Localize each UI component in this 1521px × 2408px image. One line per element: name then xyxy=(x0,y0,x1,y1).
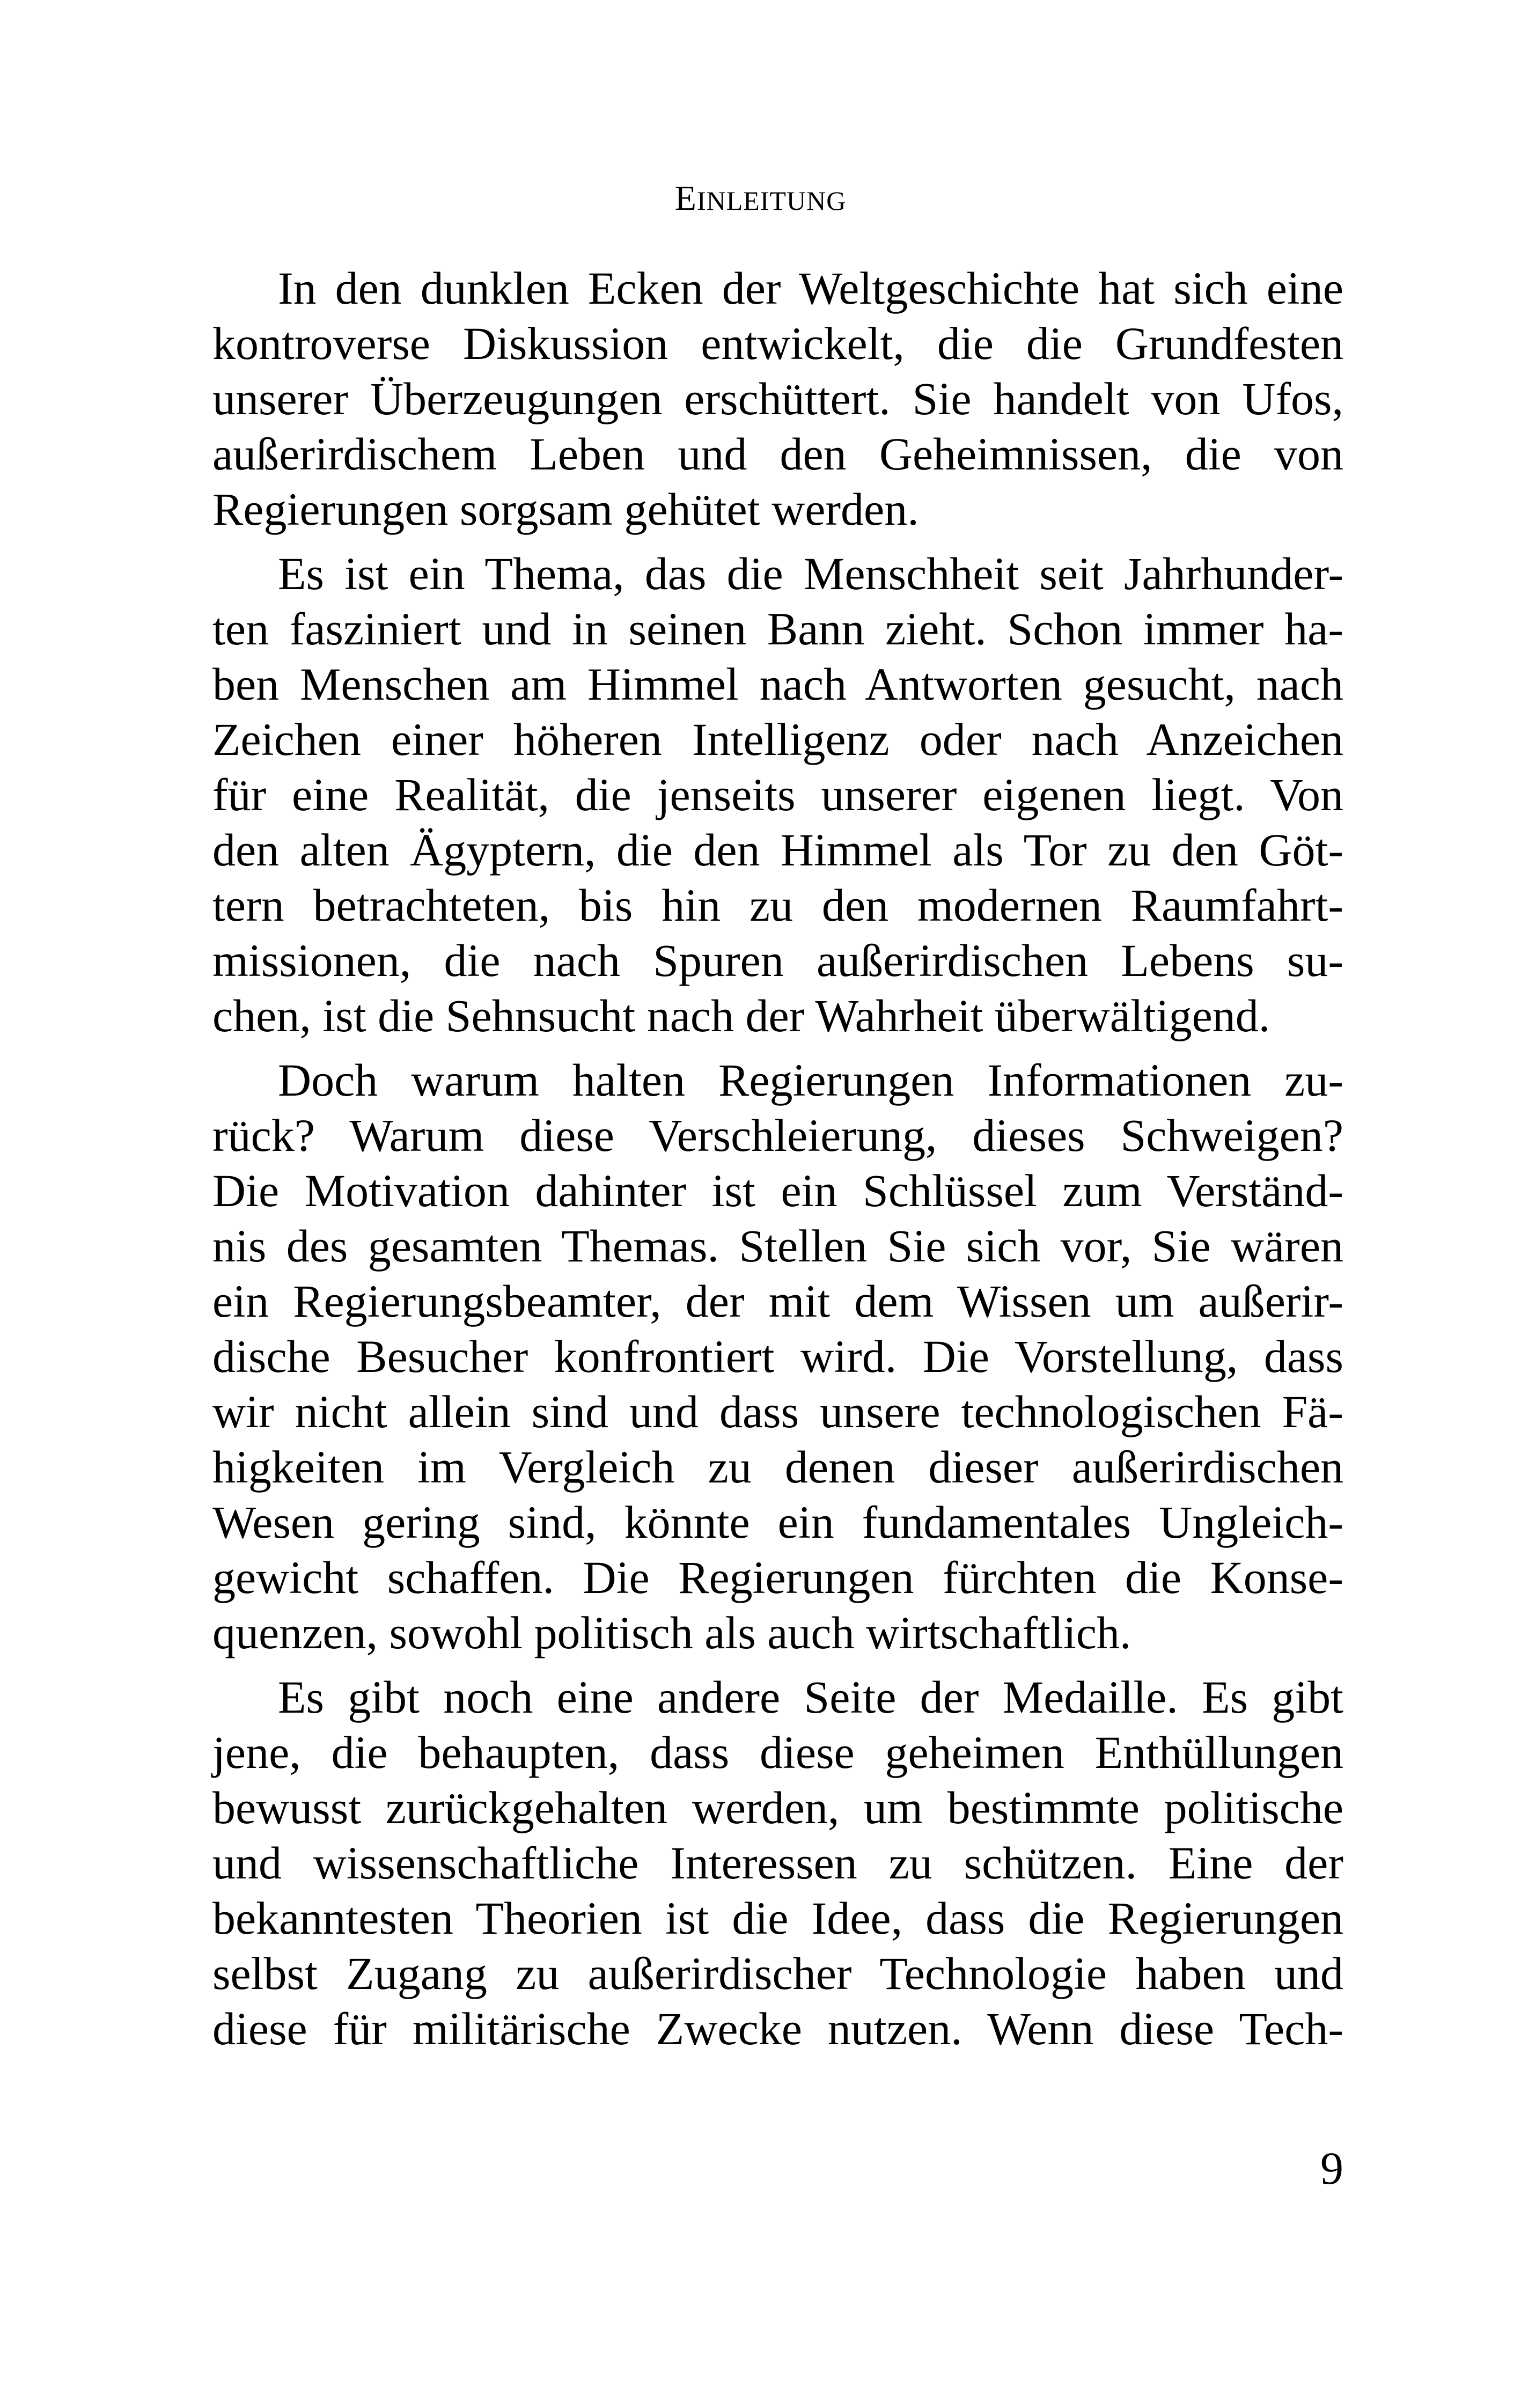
text-line: nis des gesamten Themas. Stellen Sie sich vor, Sie wären xyxy=(212,1220,1343,1272)
text-line: ein Regierungsbeamter, der mit dem Wissen um außerir- xyxy=(212,1275,1343,1327)
text-line: Es ist ein Thema, das die Menschheit seit Jahrhunder- xyxy=(278,548,1343,599)
paragraph-4 xyxy=(212,1670,1343,2057)
text-line: selbst Zugang zu außerirdischer Technologie haben und xyxy=(212,1948,1343,1999)
text-line: ten fasziniert und in seinen Bann zieht. Schon immer ha- xyxy=(212,603,1343,655)
text-line: missionen, die nach Spuren außerirdischen Lebens su- xyxy=(212,935,1343,986)
text-line: Es gibt noch eine andere Seite der Medaille. Es gibt xyxy=(278,1671,1343,1723)
text-line: gewicht schaffen. Die Regierungen fürchten die Konse- xyxy=(212,1552,1343,1603)
text-line: Regierungen sorgsam gehütet werden. xyxy=(212,483,919,535)
paragraph-2 xyxy=(212,546,1343,1044)
body-text xyxy=(212,261,1343,2057)
text-line: tern betrachteten, bis hin zu den modernen Raumfahrt- xyxy=(212,879,1343,931)
text-line: für eine Realität, die jenseits unserer eigenen liegt. Von xyxy=(212,769,1343,820)
text-line: Die Motivation dahinter ist ein Schlüssel zum Verständ- xyxy=(212,1165,1343,1216)
page-number: 9 xyxy=(1320,2142,1343,2194)
text-line: den alten Ägyptern, die den Himmel als Tor zu den Göt- xyxy=(212,824,1343,876)
text-line: Zeichen einer höheren Intelligenz oder nach Anzeichen xyxy=(212,714,1343,765)
text-line: bekanntesten Theorien ist die Idee, dass die Regierungen xyxy=(212,1892,1343,1944)
running-head-initial: E xyxy=(674,179,697,218)
text-line: bewusst zurückgehalten werden, um bestimmte politische xyxy=(212,1782,1343,1833)
text-line: ben Menschen am Himmel nach Antworten gesucht, nach xyxy=(212,658,1343,710)
text-line: außerirdischem Leben und den Geheimnissen, die von xyxy=(212,428,1343,480)
text-line: chen, ist die Sehnsucht nach der Wahrheit überwältigend. xyxy=(212,990,1270,1041)
running-head xyxy=(0,177,1521,222)
text-line: Wesen gering sind, könnte ein fundamentales Ungleich- xyxy=(212,1496,1343,1548)
text-line: unserer Überzeugungen erschüttert. Sie handelt von Ufos, xyxy=(212,373,1343,424)
text-line: rück? Warum diese Verschleierung, dieses Schweigen? xyxy=(212,1110,1343,1161)
running-head-rest: INLEITUNG xyxy=(696,186,847,216)
text-line: und wissenschaftliche Interessen zu schützen. Eine der xyxy=(212,1837,1343,1889)
text-line: jene, die behaupten, dass diese geheimen Enthüllungen xyxy=(212,1727,1343,1778)
text-line: kontroverse Diskussion entwickelt, die die Grundfesten xyxy=(212,318,1343,369)
text-line: higkeiten im Vergleich zu denen dieser außerirdischen xyxy=(212,1441,1343,1493)
text-line: quenzen, sowohl politisch als auch wirtschaftlich. xyxy=(212,1607,1131,1658)
text-line: diese für militärische Zwecke nutzen. Wenn diese Tech- xyxy=(212,2003,1343,2054)
text-line: dische Besucher konfrontiert wird. Die Vorstellung, dass xyxy=(212,1331,1343,1382)
text-line: Doch warum halten Regierungen Informationen zu- xyxy=(278,1054,1343,1106)
paragraph-3 xyxy=(212,1053,1343,1661)
text-line: wir nicht allein sind und dass unsere technologischen Fä- xyxy=(212,1386,1343,1437)
text-line: In den dunklen Ecken der Weltgeschichte hat sich eine xyxy=(278,262,1343,314)
paragraph-1 xyxy=(212,261,1343,537)
